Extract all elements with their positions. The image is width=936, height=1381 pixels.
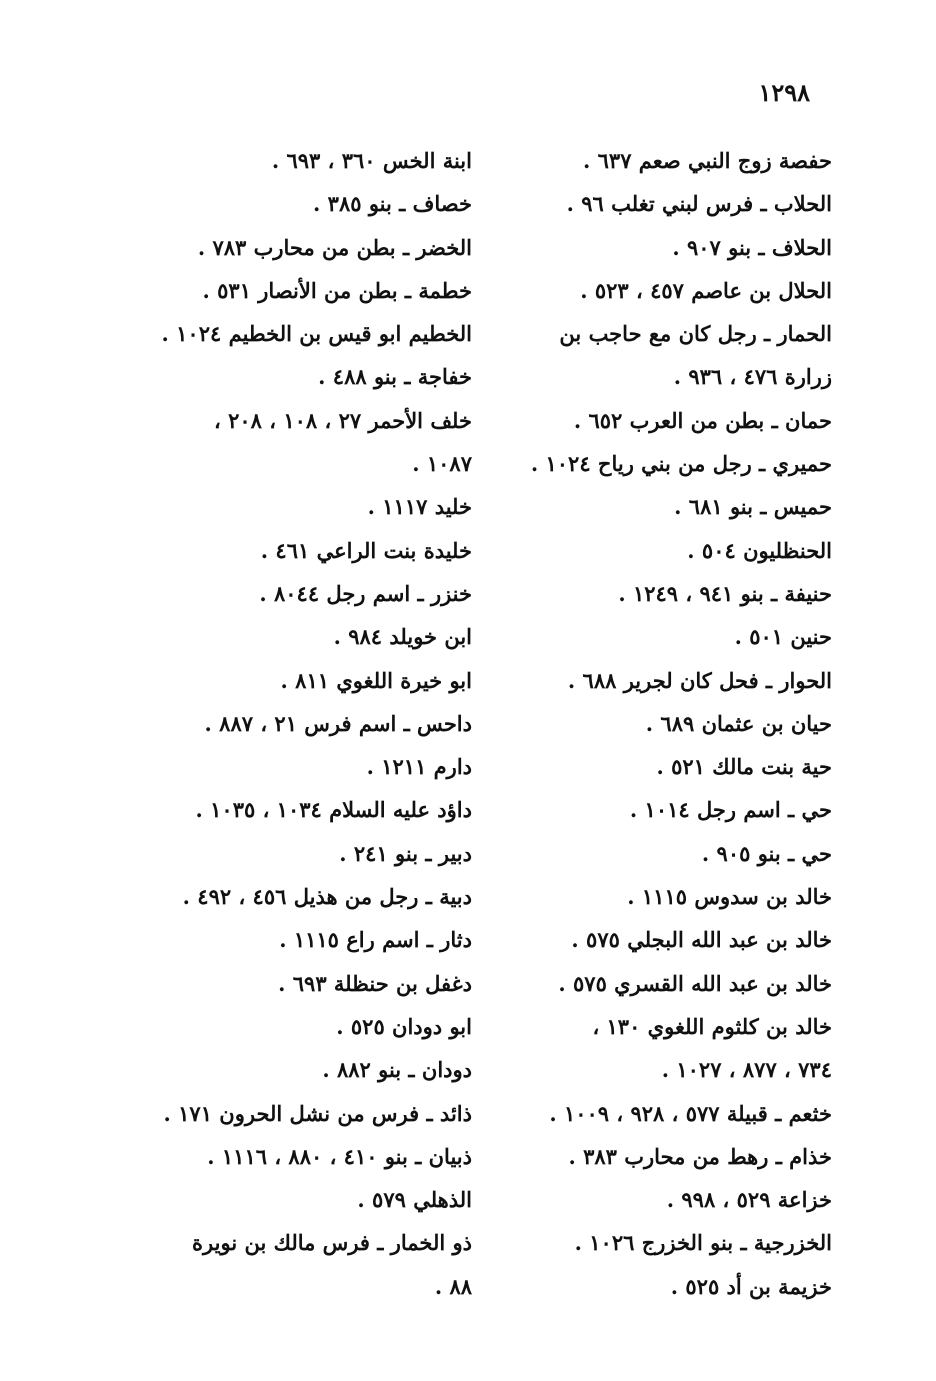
index-entry: الخضر ـ بطن من محارب ٧٨٣ . bbox=[197, 234, 472, 260]
index-entry: الحلال بن عاصم ٤٥٧ ، ٥٢٣ . bbox=[580, 277, 832, 303]
index-entry: خطمة ـ بطن من الأنصار ٥٣١ . bbox=[202, 277, 472, 303]
index-entry: حفصة زوج النبي صعم ٦٣٧ . bbox=[583, 148, 832, 173]
index-entry: خالد بن سدوس ١١١٥ . bbox=[627, 884, 832, 910]
index-entry: خالد بن عبد الله القسري ٥٧٥ . bbox=[558, 970, 832, 996]
index-entry: الذهلي ٥٧٩ . bbox=[357, 1187, 472, 1213]
index-entry: ابو دودان ٥٢٥ . bbox=[336, 1013, 472, 1039]
index-entry: خالد بن عبد الله البجلي ٥٧٥ . bbox=[571, 927, 832, 953]
index-entry: زرارة ٤٧٦ ، ٩٣٦ . bbox=[673, 364, 832, 390]
index-entry: ابنة الخس ٣٦٠ ، ٦٩٣ . bbox=[271, 148, 472, 173]
index-entry: الخزرجية ـ بنو الخزرج ١٠٢٦ . bbox=[574, 1230, 832, 1256]
index-column-left bbox=[142, 139, 472, 1308]
index-entry: الحلاب ـ فرس لبني تغلب ٩٦ . bbox=[566, 191, 832, 217]
index-entry: خليد ١١١٧ . bbox=[367, 494, 472, 520]
index-entry: حية بنت مالك ٥٢١ . bbox=[656, 754, 832, 780]
index-column-right bbox=[502, 139, 832, 1308]
index-entry: دودان ـ بنو ٨٨٢ . bbox=[322, 1057, 472, 1083]
index-entry: حيان بن عثمان ٦٨٩ . bbox=[645, 710, 832, 736]
index-entry: خنزر ـ اسم رجل ٨٠٤٤ . bbox=[259, 580, 472, 606]
index-entry: داؤد عليه السلام ١٠٣٤ ، ١٠٣٥ . bbox=[195, 797, 472, 823]
index-entry: خثعم ـ قبيلة ٥٧٧ ، ٩٢٨ ، ١٠٠٩ . bbox=[549, 1100, 832, 1126]
index-entry: دارم ١٢١١ . bbox=[366, 754, 472, 780]
index-entry: داحس ـ اسم فرس ٢١ ، ٨٨٧ . bbox=[204, 710, 472, 736]
page-number: ١٢٩٨ bbox=[758, 78, 810, 107]
index-entry: حي ـ بنو ٩٠٥ . bbox=[701, 840, 832, 866]
index-entry: حميري ـ رجل من بني رياح ١٠٢٤ . bbox=[530, 451, 832, 477]
index-entry: خفاجة ـ بنو ٤٨٨ . bbox=[318, 364, 472, 390]
index-entry: الحوار ـ فحل كان لجرير ٦٨٨ . bbox=[567, 667, 832, 693]
index-entry: حنيفة ـ بنو ٩٤١ ، ١٢٤٩ . bbox=[618, 580, 832, 606]
index-entry: خزاعة ٥٢٩ ، ٩٩٨ . bbox=[666, 1187, 832, 1213]
index-entry: حمان ـ بطن من العرب ٦٥٢ . bbox=[573, 407, 832, 433]
index-entry: ابن خويلد ٩٨٤ . bbox=[333, 624, 472, 650]
index-entry: ذائد ـ فرس من نشل الحرون ١٧١ . bbox=[163, 1100, 472, 1126]
index-entry: دثار ـ اسم راع ١١١٥ . bbox=[279, 927, 472, 953]
index-entry: خليدة بنت الراعي ٤٦١ . bbox=[260, 537, 472, 563]
index-entry: حميس ـ بنو ٦٨١ . bbox=[674, 494, 832, 520]
index-entry: حي ـ اسم رجل ١٠١٤ . bbox=[629, 797, 832, 823]
index-entry: خالد بن كلثوم اللغوي ١٣٠ ، bbox=[592, 1013, 832, 1039]
index-entry: ١٠٨٧ . bbox=[412, 451, 472, 477]
index-entry: ذو الخمار ـ فرس مالك بن نويرة bbox=[192, 1230, 472, 1256]
index-entry: ذبيان ـ بنو ٤١٠ ، ٨٨٠ ، ١١١٦ . bbox=[207, 1143, 472, 1169]
index-entry: حنين ٥٠١ . bbox=[734, 624, 832, 650]
index-entry: دبية ـ رجل من هذيل ٤٥٦ ، ٤٩٢ . bbox=[182, 884, 472, 910]
index-entry: خزيمة بن أد ٥٢٥ . bbox=[670, 1273, 832, 1299]
index-entry: الخطيم ابو قيس بن الخطيم ١٠٢٤ . bbox=[161, 321, 472, 347]
index-entry: دبير ـ بنو ٢٤١ . bbox=[339, 840, 472, 866]
index-entry: خذام ـ رهط من محارب ٣٨٣ . bbox=[568, 1143, 832, 1169]
index-entry: خصاف ـ بنو ٣٨٥ . bbox=[313, 191, 472, 217]
index-entry: ابو خيرة اللغوي ٨١١ . bbox=[280, 667, 472, 693]
index-entry: ٧٣٤ ، ٨٧٧ ، ١٠٢٧ . bbox=[661, 1057, 832, 1083]
index-entry: الحمار ـ رجل كان مع حاجب بن bbox=[559, 321, 832, 347]
index-entry: ٨٨ . bbox=[434, 1273, 472, 1299]
index-entry: الحلاف ـ بنو ٩٠٧ . bbox=[672, 234, 832, 260]
index-entry: خلف الأحمر ٢٧ ، ١٠٨ ، ٢٠٨ ، bbox=[214, 407, 472, 433]
index-entry: الحنظليون ٥٠٤ . bbox=[687, 537, 832, 563]
index-entry: دغفل بن حنظلة ٦٩٣ . bbox=[278, 970, 472, 996]
